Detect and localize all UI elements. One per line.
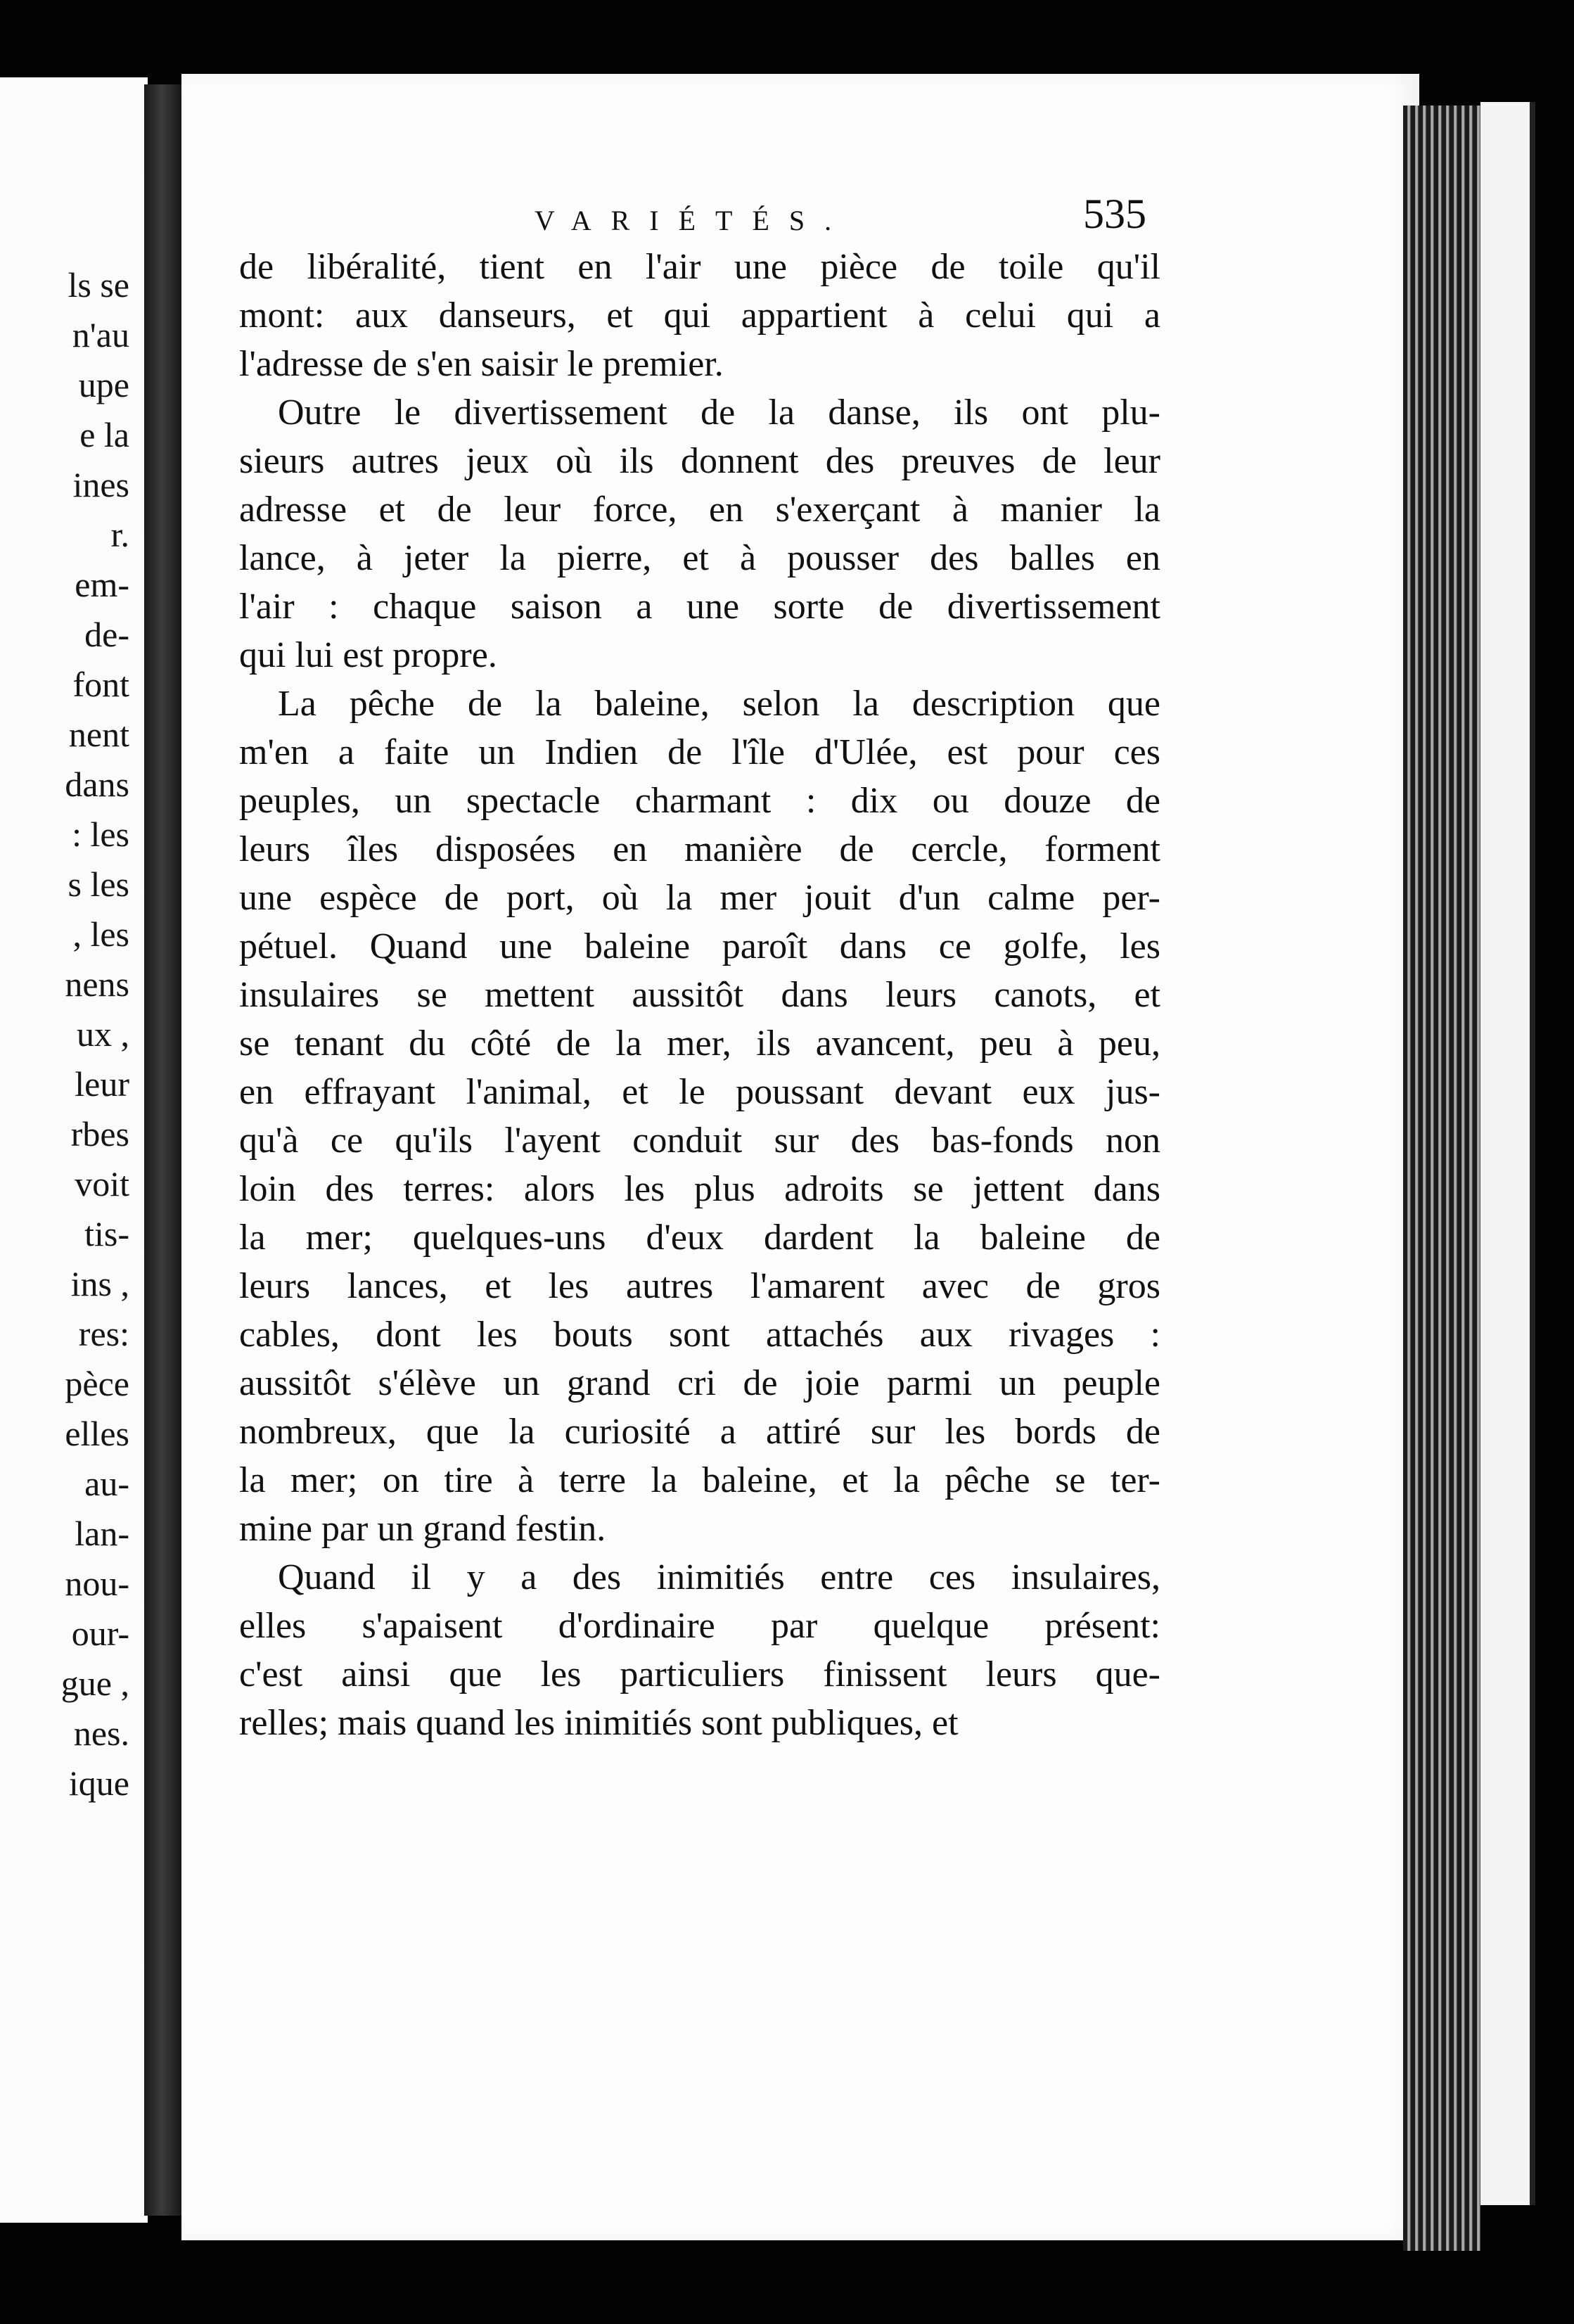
- text-line: peuples, un spectacle charmant : dix ou douze de: [239, 781, 1160, 821]
- facing-page-line: upe: [78, 365, 129, 404]
- facing-page-line: e la: [79, 415, 129, 454]
- facing-page-line: ins ,: [70, 1264, 129, 1303]
- text-line: une espèce de port, où la mer jouit d'un calme per-: [239, 878, 1160, 918]
- page-edge-light: [1480, 102, 1535, 2205]
- body-text: [239, 243, 1160, 1747]
- text-line: c'est ainsi que les particuliers finissent leurs que-: [239, 1654, 1160, 1694]
- facing-page-line: ique: [68, 1763, 129, 1803]
- text-line: pétuel. Quand une baleine paroît dans ce golfe, les: [239, 926, 1160, 966]
- text-line: leurs lances, et les autres l'amarent avec de gros: [239, 1266, 1160, 1306]
- facing-page-line: lan-: [75, 1514, 129, 1553]
- text-line: La pêche de la baleine, selon la description que: [278, 684, 1160, 724]
- text-line: mont: aux danseurs, et qui appartient à celui qui a: [239, 295, 1160, 336]
- text-line: de libéralité, tient en l'air une pièce de toile qu'il: [239, 247, 1160, 287]
- facing-page-line: tis-: [84, 1214, 129, 1253]
- facing-page-line: rbes: [70, 1114, 129, 1154]
- text-line: leurs îles disposées en manière de cercle, forment: [239, 829, 1160, 869]
- text-line: qu'à ce qu'ils l'ayent conduit sur des bas-fonds non: [239, 1120, 1160, 1161]
- text-line: la mer; on tire à terre la baleine, et la pêche se ter-: [239, 1460, 1160, 1500]
- text-line: l'adresse de s'en saisir le premier.: [239, 344, 724, 384]
- facing-page-line: nes.: [73, 1713, 129, 1753]
- facing-page-line: s les: [68, 864, 129, 904]
- facing-page-line: de-: [84, 615, 129, 654]
- facing-page-line: gue ,: [60, 1664, 129, 1703]
- text-line: sieurs autres jeux où ils donnent des preuves de leur: [239, 441, 1160, 481]
- text-line: adresse et de leur force, en s'exerçant à manier la: [239, 490, 1160, 530]
- text-line: Quand il y a des inimitiés entre ces insulaires,: [278, 1557, 1160, 1597]
- facing-page-line: res:: [78, 1314, 129, 1353]
- text-line: lance, à jeter la pierre, et à pousser des balles en: [239, 538, 1160, 578]
- text-line: Outre le divertissement de la danse, ils ont plu-: [278, 392, 1160, 433]
- facing-page-line: : les: [72, 815, 129, 854]
- paragraph: [239, 243, 1160, 388]
- text-line: mine par un grand festin.: [239, 1509, 606, 1549]
- text-line: insulaires se mettent aussitôt dans leurs canots, et: [239, 975, 1160, 1015]
- facing-page-line: elles: [65, 1414, 129, 1453]
- facing-page-line: em-: [75, 565, 129, 604]
- text-line: nombreux, que la curiosité a attiré sur les bords de: [239, 1412, 1160, 1452]
- text-line: la mer; quelques-uns d'eux dardent la baleine de: [239, 1218, 1160, 1258]
- text-line: qui lui est propre.: [239, 635, 497, 675]
- facing-page-line: nens: [65, 964, 129, 1004]
- facing-page-line: ines: [72, 465, 129, 504]
- page-number: 535: [1083, 191, 1146, 237]
- text-line: loin des terres: alors les plus adroits se jettent dans: [239, 1169, 1160, 1209]
- facing-page-line: voit: [75, 1164, 129, 1204]
- paragraph: [239, 388, 1160, 679]
- facing-page: [0, 77, 148, 2223]
- text-line: aussitôt s'élève un grand cri de joie parmi un peuple: [239, 1363, 1160, 1403]
- facing-page-line: pèce: [65, 1364, 129, 1403]
- text-line: m'en a faite un Indien de l'île d'Ulée, est pour ces: [239, 732, 1160, 772]
- paragraph: [239, 1553, 1160, 1747]
- facing-page-line: leur: [75, 1064, 129, 1104]
- text-line: cables, dont les bouts sont attachés aux rivages :: [239, 1315, 1160, 1355]
- facing-page-line: n'au: [72, 315, 129, 355]
- facing-page-line: au-: [84, 1464, 129, 1503]
- facing-page-line: font: [72, 665, 129, 704]
- text-line: elles s'apaisent d'ordinaire par quelque présent:: [239, 1606, 1160, 1646]
- facing-page-line: nent: [68, 715, 129, 754]
- text-line: l'air : chaque saison a une sorte de divertissement: [239, 587, 1160, 627]
- text-line: relles; mais quand les inimitiés sont publiques, et: [239, 1703, 959, 1743]
- facing-page-line: , les: [72, 914, 129, 954]
- facing-page-line: ls se: [68, 265, 129, 305]
- running-head: VARIÉTÉS.: [535, 205, 852, 236]
- facing-page-line: ux ,: [77, 1014, 129, 1054]
- page-header: [176, 190, 1146, 239]
- page-edges: [1403, 106, 1480, 2251]
- facing-page-line: r.: [110, 515, 129, 554]
- paragraph: [239, 679, 1160, 1553]
- text-line: en effrayant l'animal, et le poussant devant eux jus-: [239, 1072, 1160, 1112]
- text-line: se tenant du côté de la mer, ils avancent, peu à peu,: [239, 1023, 1160, 1064]
- facing-page-line: our-: [71, 1614, 129, 1653]
- facing-page-line: dans: [65, 765, 129, 804]
- facing-page-line: nou-: [65, 1564, 129, 1603]
